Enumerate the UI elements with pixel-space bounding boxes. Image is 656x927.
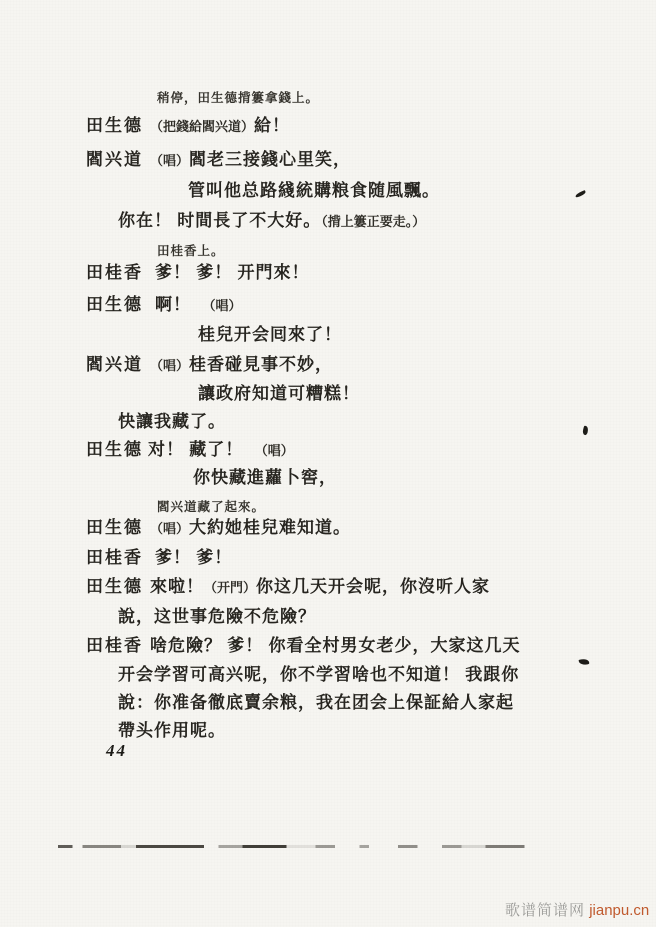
speaker-name: 閻兴道 (86, 150, 143, 169)
dialogue-text: （唱）閻老三接錢心里笑， (150, 150, 352, 169)
speaker-name: 田生德 (86, 295, 143, 314)
stage-direction: 閻兴道藏了起來。 (157, 500, 266, 514)
speaker-name: 田桂香 (86, 548, 143, 567)
dialogue-text: 爹！ 爹！ (155, 548, 233, 567)
watermark-site-url: jianpu.cn (589, 902, 650, 919)
dialogue-text: 爹！ 爹！ 开門來！ (155, 263, 310, 282)
speaker-name: 田生德 (86, 440, 143, 459)
speaker-name: 田生德 (86, 577, 143, 596)
dialogue-text: 对！ 藏了！ （唱） (148, 440, 294, 459)
verse-text: 讓政府知道可糟糕！ (198, 384, 360, 403)
dialogue-text: 帶头作用呢。 (118, 721, 226, 740)
speaker-name: 田生德 (86, 518, 143, 537)
dialogue-text: （唱）大約她桂兒难知道。 (150, 518, 352, 537)
watermark (505, 899, 649, 920)
speaker-name: 田桂香 (86, 263, 143, 282)
dialogue-text: 來啦！（开門）你这几天开会呢，你沒听人家 (150, 577, 491, 596)
stage-direction: 田桂香上。 (157, 244, 225, 258)
speaker-name: 閻兴道 (86, 355, 143, 374)
dialogue-text: 說，这世事危險不危險？ (118, 607, 316, 626)
watermark-site-name: 歌谱简谱网 (505, 902, 586, 919)
page-number: 44 (106, 741, 127, 760)
ink-speck (575, 190, 587, 198)
dialogue-text: （唱）桂香碰見事不妙， (150, 355, 334, 374)
dialogue-text: 啊！ （唱） (155, 295, 242, 314)
dialogue-text: 啥危險？ 爹！ 你看全村男女老少，大家这几天 (150, 636, 521, 655)
stage-direction: 稍停，田生德揹簍拿錢上。 (157, 91, 320, 105)
verse-text: 你快藏進蘿卜窖， (193, 468, 337, 487)
dialogue-text: 說：你准备徹底賣余粮，我在团会上保証給人家起 (118, 693, 514, 712)
verse-text: 管叫他总路綫統購粮食随風飄。 (188, 181, 440, 200)
ink-speck (579, 658, 590, 666)
dialogue-text: （把錢給閻兴道）給！ (150, 116, 291, 135)
ink-speck (582, 426, 589, 436)
dialogue-text: 开会学習可高兴呢，你不学習啥也不知道！ 我跟你 (118, 665, 520, 684)
dialogue-text: 你在！ 时間長了不大好。（揹上簍正要走。） (118, 211, 426, 230)
speaker-name: 田桂香 (86, 636, 143, 655)
speaker-name: 田生德 (86, 116, 143, 135)
verse-text: 桂兒开会囘來了！ (198, 325, 342, 344)
dialogue-text: 快讓我藏了。 (118, 412, 226, 431)
page-edge-scratch-line (58, 845, 544, 848)
